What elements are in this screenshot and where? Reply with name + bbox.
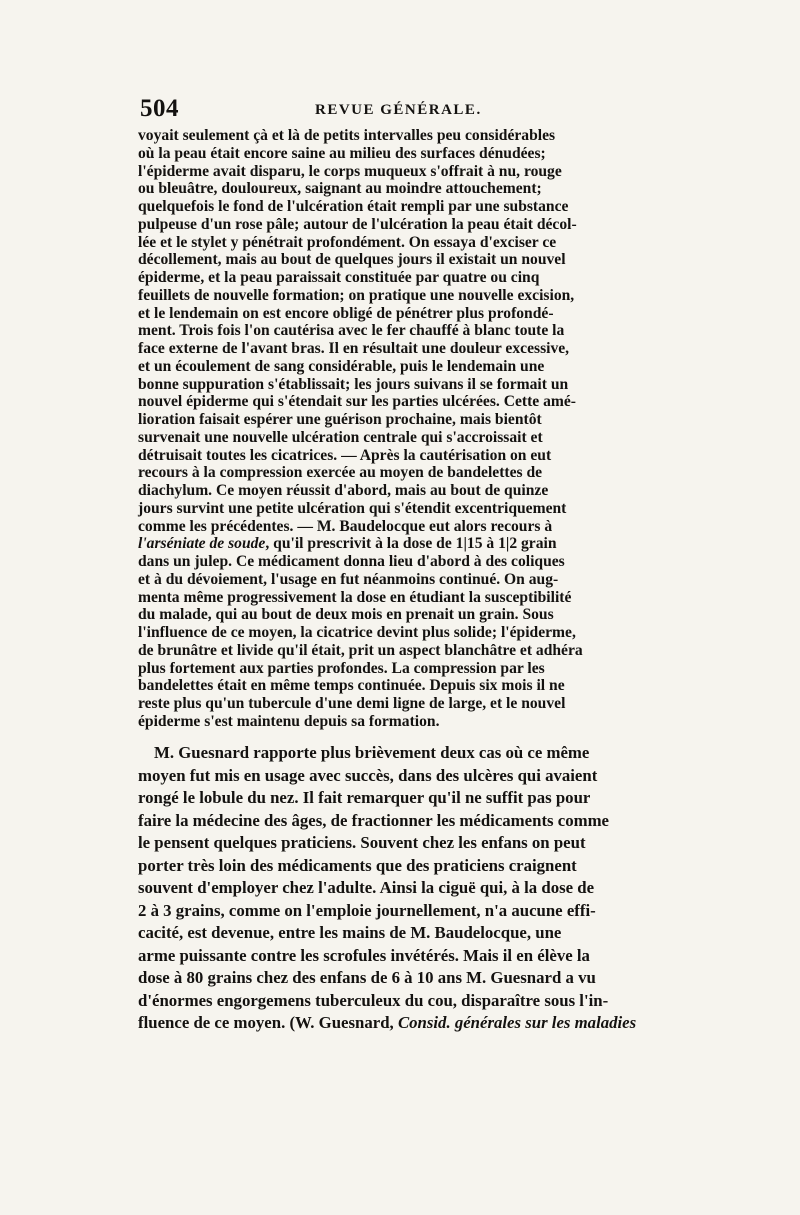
text-line: bandelettes était en même temps continuée. Depuis six mois il ne — [138, 677, 565, 695]
text-line: dose à 80 grains chez des enfans de 6 à 10 ans M. Guesnard a vu — [138, 968, 596, 987]
text-line: décollement, mais au bout de quelques jours il existait un nouvel — [138, 251, 566, 269]
text-line: du malade, qui au bout de deux mois en prenait un grain. Sous — [138, 606, 554, 624]
text-line: porter très loin des médicaments que des praticiens craignent — [138, 855, 577, 875]
text-line: souvent d'employer chez l'adulte. Ainsi la ciguë qui, à la dose de — [138, 878, 595, 897]
text-line-with-citation — [138, 1012, 670, 1035]
text-line: comme les précédentes. — M. Baudelocque eut alors recours à — [138, 517, 553, 535]
text-fragment: fluence de ce moyen. (W. Guesnard, — [138, 1013, 398, 1032]
text-line: M. Guesnard rapporte plus brièvement deux cas où ce même — [154, 743, 590, 762]
text-line: jours survint une petite ulcération qui s'étendit excentriquement — [138, 499, 567, 517]
text-line: détruisait toutes les cicatrices. — Après la cautérisation on eut — [138, 446, 552, 464]
page-number: 504 — [140, 95, 179, 122]
text-line: faire la médecine des âges, de fractionner les médicaments comme — [138, 810, 609, 830]
text-line: cacité, est devenue, entre les mains de M. Baudelocque, une — [138, 923, 562, 942]
text-line: lée et le stylet y pénétrait profondément. On essaya d'exciser ce — [138, 233, 557, 251]
text-line: voyait seulement çà et là de petits intervalles peu considérables — [138, 127, 556, 144]
text-line: l'épiderme avait disparu, le corps muqueux s'offrait à nu, rouge — [138, 162, 562, 180]
text-line: bonne suppuration s'établissait; les jours suivans il se formait un — [138, 375, 569, 393]
text-line: feuillets de nouvelle formation; on pratique une nouvelle excision, — [138, 286, 575, 304]
text-fragment: , qu'il prescrivit à la dose de 1|15 à 1|2 grain — [265, 535, 557, 553]
text-line: d'énormes engorgemens tuberculeux du cou, disparaître sous l'in- — [138, 990, 609, 1010]
text-line: ou bleuâtre, douloureux, saignant au moindre attouchement; — [138, 180, 542, 198]
text-line: diachylum. Ce moyen réussit d'abord, mais au bout de quinze — [138, 482, 549, 499]
paragraph-continuation — [138, 127, 670, 731]
text-line: rongé le lobule du nez. Il fait remarquer qu'il ne suffit pas pour — [138, 788, 591, 807]
text-line: nouvel épiderme qui s'étendait sur les parties ulcérées. Cette amé- — [138, 393, 576, 411]
italic-citation-title: Consid. générales sur les maladies — [397, 1013, 637, 1032]
text-line: épiderme, et la peau paraissait constituée par quatre ou cinq — [138, 269, 540, 286]
text-line: ment. Trois fois l'on cautérisa avec le fer chauffé à blanc toute la — [138, 322, 565, 340]
text-line: face externe de l'avant bras. Il en résultait une douleur excessive, — [138, 340, 570, 357]
text-line: menta même progressivement la dose en étudiant la susceptibilité — [138, 588, 572, 606]
text-line: épiderme s'est maintenu depuis sa formation. — [138, 712, 440, 730]
text-line: pulpeuse d'un rose pâle; autour de l'ulcération la peau était décol- — [138, 215, 577, 233]
text-line: recours à la compression exercée au moyen de bandelettes de — [138, 464, 543, 482]
text-line: dans un julep. Ce médicament donna lieu d'abord à des coliques — [138, 553, 565, 570]
running-title: REVUE GÉNÉRALE. — [315, 102, 482, 118]
paragraph-guesnard — [138, 742, 670, 1035]
text-line: l'influence de ce moyen, la cicatrice devint plus solide; l'épiderme, — [138, 624, 576, 641]
page-header — [140, 95, 670, 125]
text-line-with-italic — [138, 535, 670, 553]
text-line: et à du dévoiement, l'usage en fut néanmoins continué. On aug- — [138, 570, 559, 588]
text-line: survenait une nouvelle ulcération centrale qui s'accroissait et — [138, 428, 543, 446]
text-line: quelquefois le fond de l'ulcération était rempli par une substance — [138, 198, 569, 215]
text-line: de brunâtre et livide qu'il était, prit un aspect blanchâtre et adhéra — [138, 641, 583, 659]
text-line: le pensent quelques praticiens. Souvent chez les enfans on peut — [138, 833, 586, 852]
text-line: arme puissante contre les scrofules invétérés. Mais il en élève la — [138, 945, 590, 965]
italic-drug-name: l'arséniate de soude — [138, 535, 266, 553]
text-line: reste plus qu'un tubercule d'une demi ligne de large, et le nouvel — [138, 695, 566, 712]
text-line: et un écoulement de sang considérable, puis le lendemain une — [138, 357, 545, 375]
text-line: où la peau était encore saine au milieu des surfaces dénudées; — [138, 144, 546, 162]
text-line: plus fortement aux parties profondes. La compression par les — [138, 659, 545, 677]
text-line: moyen fut mis en usage avec succès, dans des ulcères qui avaient — [138, 765, 598, 785]
text-line: lioration faisait espérer une guérison prochaine, mais bientôt — [138, 411, 542, 428]
text-line: et le lendemain on est encore obligé de pénétrer plus profondé- — [138, 304, 554, 322]
text-line: 2 à 3 grains, comme on l'emploie journellement, n'a aucune effi- — [138, 900, 596, 920]
